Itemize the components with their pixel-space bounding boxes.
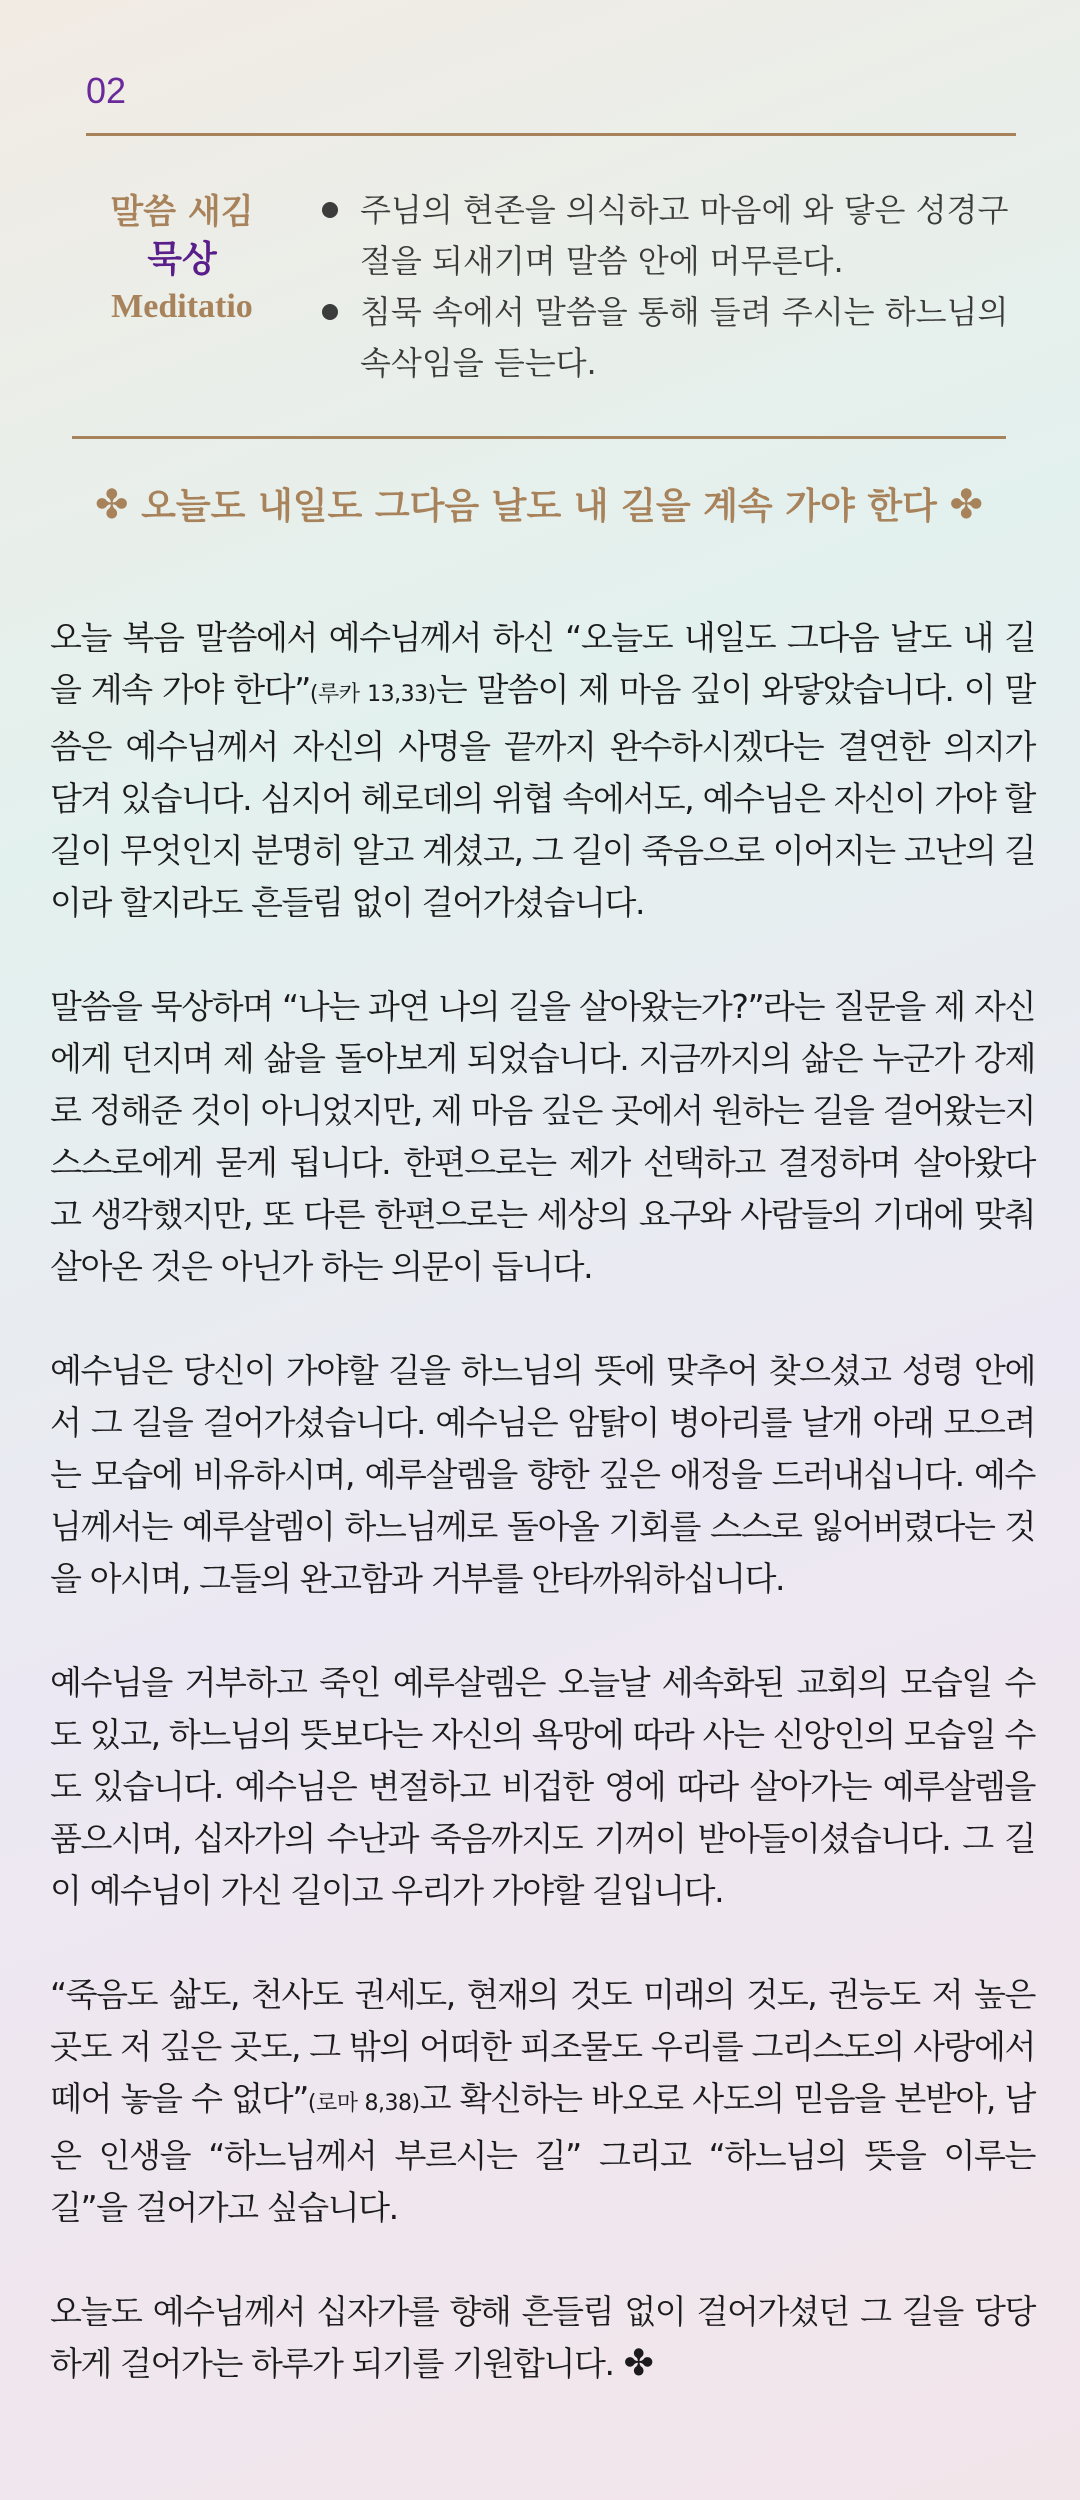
meditation-heading: [72, 478, 1006, 529]
clover-ornament-icon: ✤: [95, 482, 129, 528]
scripture-reference: (루카 13,33): [309, 682, 436, 707]
top-divider: [86, 133, 1016, 136]
section-number: 02: [86, 70, 127, 111]
paragraph: [50, 2286, 1035, 2390]
label-korean: 말씀 새김: [110, 192, 254, 232]
instruction-item: [318, 185, 1018, 287]
clover-ornament-icon: ✤: [949, 482, 983, 528]
paragraph: 예수님을 거부하고 죽인 예루살렘은 오늘날 세속화된 교회의 모습일 수도 있고, 하느님의 뜻보다는 자신의 욕망에 따라 사는 신앙인의 모습일 수도 있습니다. 예수님은 변절하고 비겁한 영에 따라 살아가는 예루살렘을 품으시며, 십자가의 수난과 죽음까지도 기꺼이 받아들이셨습니다. 그 길이 예수님이 가신 길이고 우리가 가야할 길입니다.: [50, 1663, 1035, 1910]
scripture-reference: (로마 8,38): [307, 2091, 420, 2116]
paragraph-text: 는 말씀이 제 마음 깊이 와닿았습니다. 이 말씀은 예수님께서 자신의 사명을 끝까지 완수하시겠다는 결연한 의지가 담겨 있습니다. 심지어 헤로데의 위협 속에서도, 예수님은 자신이 가야 할 길이 무엇인지 분명히 알고 계셨고, 그 길이 죽음으로 이어지는 고난의 길이라 할지라도 흔들림 없이 걸어가셨습니다.: [50, 670, 1035, 922]
paragraph-text: “죽음도 삶도, 천사도 권세도, 현재의 것도 미래의 것도, 권능도 저 높은 곳도 저 깊은 곳도, 그 밖의 어떠한 피조물도 우리를 그리스도의 사랑에서 떼어 놓을 수 없다”: [50, 1975, 1035, 2118]
clover-ornament-icon: ✤: [623, 2343, 653, 2384]
instruction-list: [318, 185, 1018, 389]
label-latin: Meditatio: [111, 288, 253, 326]
paragraph-text: 고 확신하는 바오로 사도의 믿음을 본받아, 남은 인생을 “하느님께서 부르시는 길” 그리고 “하느님의 뜻을 이루는 길”을 걸어가고 싶습니다.: [50, 2079, 1036, 2227]
middle-divider: [72, 436, 1006, 439]
section-label: [72, 190, 292, 330]
bullet-icon: [322, 304, 338, 320]
instruction-text: 침묵 속에서 말씀을 통해 들려 주시는 하느님의 속삭임을 듣는다.: [360, 293, 1009, 382]
bullet-icon: [322, 202, 338, 218]
meditation-body: [50, 612, 1035, 2442]
paragraph: 예수님은 당신이 가야할 길을 하느님의 뜻에 맞추어 찾으셨고 성령 안에서 그 길을 걸어가셨습니다. 예수님은 암탉이 병아리를 날개 아래 모으려는 모습에 비유하시며, 예루살렘을 향한 깊은 애정을 드러내십니다. 예수님께서는 예루살렘이 하느님께로 돌아올 기회를 스스로 잃어버렸다는 것을 아시며, 그들의 완고함과 거부를 안타까워하십니다.: [50, 1351, 1035, 1598]
paragraph: 말씀을 묵상하며 “나는 과연 나의 길을 살아왔는가?”라는 질문을 제 자신에게 던지며 제 삶을 돌아보게 되었습니다. 지금까지의 삶은 누군가 강제로 정해준 것이 아니었지만, 제 마음 깊은 곳에서 원하는 길을 걸어왔는지 스스로에게 묻게 됩니다. 한편으로는 제가 선택하고 결정하며 살아왔다고 생각했지만, 또 다른 한편으로는 세상의 요구와 사람들의 기대에 맞춰 살아온 것은 아닌가 하는 의문이 듭니다.: [50, 987, 1035, 1286]
paragraph: [50, 612, 1035, 929]
instruction-text: 주님의 현존을 의식하고 마음에 와 닿은 성경구절을 되새기며 말씀 안에 머무른다.: [360, 191, 1009, 280]
paragraph: [50, 1969, 1035, 2234]
paragraph-text: 오늘도 예수님께서 십자가를 향해 흔들림 없이 걸어가셨던 그 길을 당당하게 걸어가는 하루가 되기를 기원합니다.: [50, 2292, 1035, 2383]
label-meditation: 묵상: [147, 238, 217, 280]
paragraph-text: 오늘 복음 말씀에서 예수님께서 하신 “오늘도 내일도 그다음 날도 내 길을 계속 가야 한다”: [50, 618, 1035, 709]
instruction-item: [318, 287, 1018, 389]
heading-title: 오늘도 내일도 그다음 날도 내 길을 계속 가야 한다: [141, 486, 937, 527]
